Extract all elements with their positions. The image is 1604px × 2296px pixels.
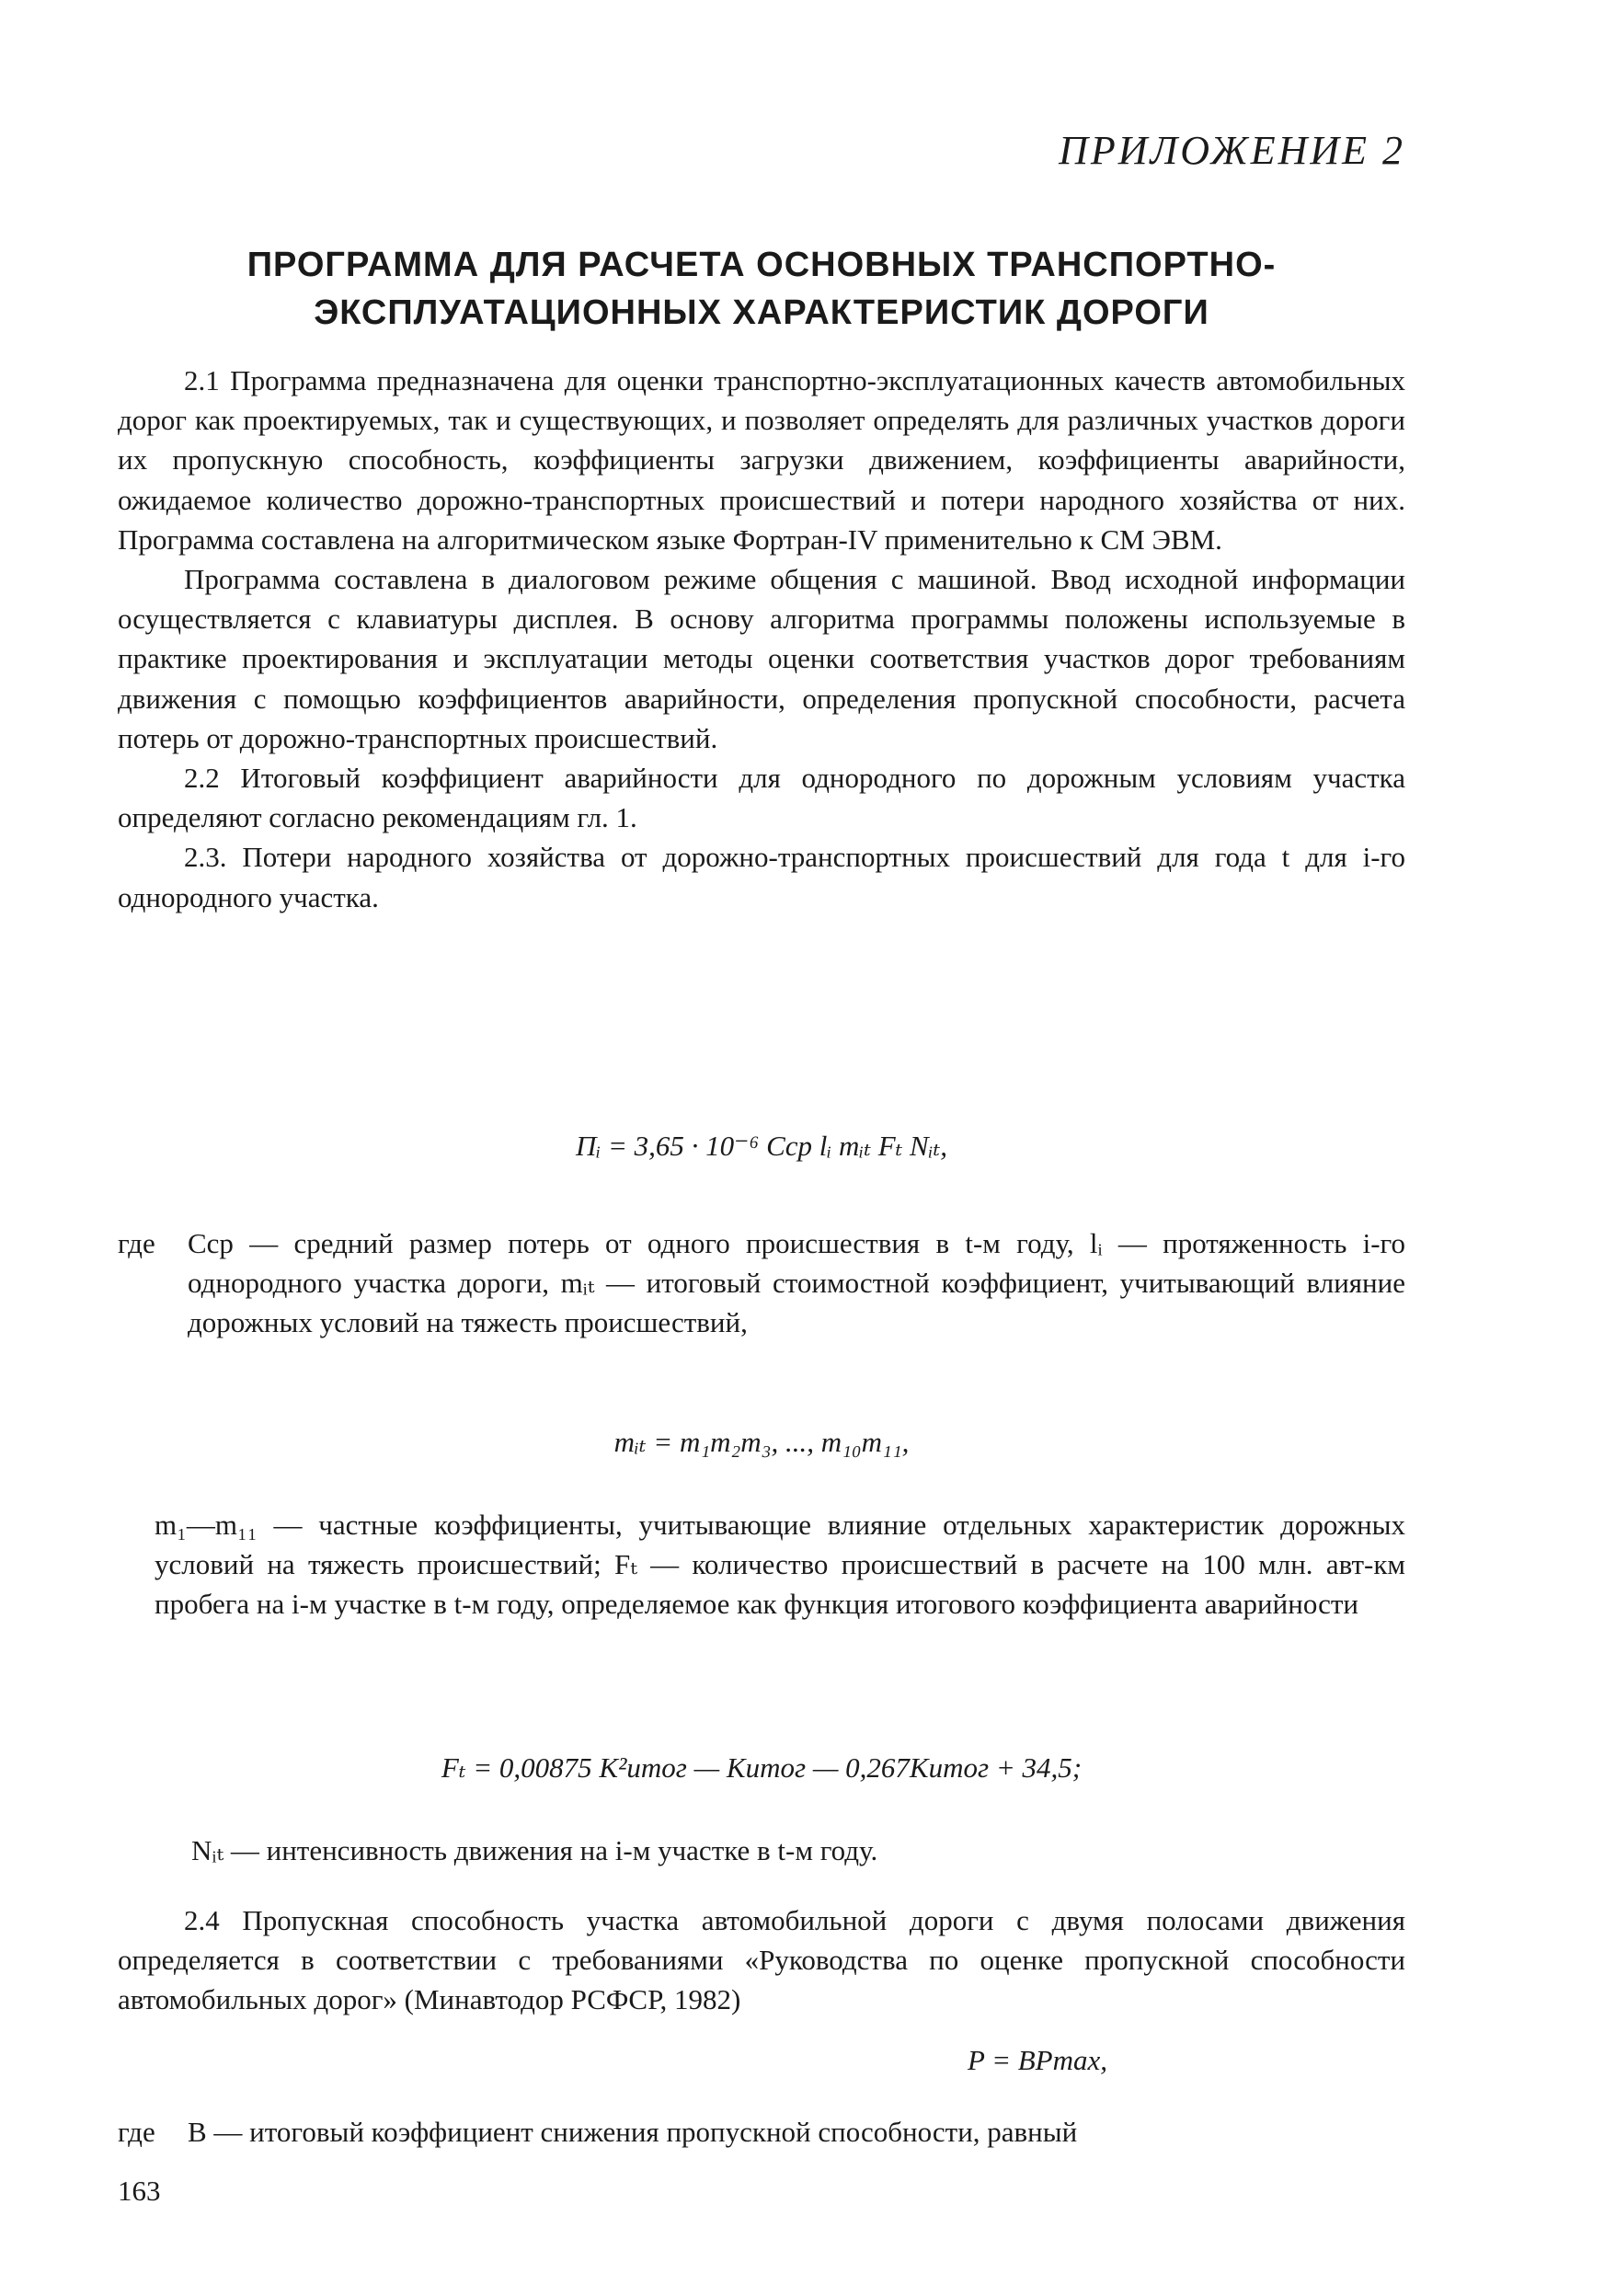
section-2-4-text xyxy=(118,1900,1405,2020)
formula-cost-coefficient: mᵢₜ = m₁m₂m₃, ..., m₁₀m₁₁, xyxy=(613,1426,910,1458)
title-line-2: ЭКСПЛУАТАЦИОННЫХ ХАРАКТЕРИСТИК ДОРОГИ xyxy=(314,293,1209,332)
where-1-text: Cср — средний размер потерь от одного происшествия в t-м году, lᵢ — протяженность i-го однородного участка дороги, mᵢₜ — итоговый стоимостной коэффициент, учитывающий влияние дорожных условий на тяжесть происшествий, xyxy=(188,1227,1405,1339)
where-block-3 xyxy=(118,1831,1405,1870)
paragraph-2-1: 2.1 Программа предназначена для оценки транспортно-эксплуатационных качеств автомобильных дорог как проектируемых, так и существующих, и позволяет определять для различных участков дороги их пропускную способность, коэффициенты загрузки движением, коэффициенты аварийности, ожидаемое количество дорожно-транспортных происшествий и потери народного хозяйства от них. Программа составлена на алгоритмическом языке Фортран-IV применительно к СМ ЭВМ. xyxy=(118,364,1405,556)
formula-capacity: P = BPmax, xyxy=(967,2044,1108,2076)
where-4-text: B — итоговый коэффициент снижения пропускной способности, равный xyxy=(188,2116,1078,2148)
where-3-text: Nᵢₜ — интенсивность движения на i-м участке в t-м году. xyxy=(191,1834,878,1866)
paragraph-2-4: 2.4 Пропускная способность участка автомобильной дороги с двумя полосами движения определяется в соответствии с требованиями «Руководства по оценке пропускной способности автомобильных дорог» (Минавтодор РСФСР, 1982) xyxy=(118,1904,1405,2016)
document-page xyxy=(118,0,1405,2296)
where-block-2 xyxy=(118,1505,1405,1624)
where-lead: где xyxy=(118,2116,155,2148)
section-2-1-text xyxy=(118,361,1405,917)
where-block-4 xyxy=(118,2112,1405,2152)
formula-losses: Пᵢ = 3,65 · 10⁻⁶ Cср lᵢ mᵢₜ Fₜ Nᵢₜ, xyxy=(575,1130,948,1162)
title-line-1: ПРОГРАММА ДЛЯ РАСЧЕТА ОСНОВНЫХ ТРАНСПОРТНО- xyxy=(246,246,1277,284)
paragraph-2-3: 2.3. Потери народного хозяйства от дорожно-транспортных происшествий для года t для i-го однородного участка. xyxy=(118,841,1405,913)
where-lead: где xyxy=(118,1227,155,1259)
where-block-1 xyxy=(118,1223,1405,1343)
paragraph-2-2: 2.2 Итоговый коэффициент аварийности для однородного по дорожным условиям участка определяют согласно рекомендациям гл. 1. xyxy=(118,762,1405,834)
appendix-label: ПРИЛОЖЕНИЕ 2 xyxy=(1059,128,1405,173)
document-title xyxy=(118,241,1405,337)
formula-accidents: Fₜ = 0,00875 K²итог — Kитог — 0,267Kитог + 34,5; xyxy=(441,1751,1083,1784)
where-2-text: m₁—m₁₁ — частные коэффициенты, учитывающие влияние отдельных характеристик дорожных условий на тяжесть происшествий; Fₜ — количество происшествий в расчете на 100 млн. авт-км пробега на i-м участке в t-м году, определяемое как функция итогового коэффициента аварийности xyxy=(155,1509,1405,1621)
paragraph-program-dialog: Программа составлена в диалоговом режиме общения с машиной. Ввод исходной информации осуществляется с клавиатуры дисплея. В основу алгоритма программы положены используемые в практике проектирования и эксплуатации методы оценки соответствия участков дорог требованиям движения с помощью коэффициентов аварийности, определения пропускной способности, расчета потерь от дорожно-транспортных происшествий. xyxy=(118,563,1405,754)
page-number: 163 xyxy=(118,2175,161,2207)
